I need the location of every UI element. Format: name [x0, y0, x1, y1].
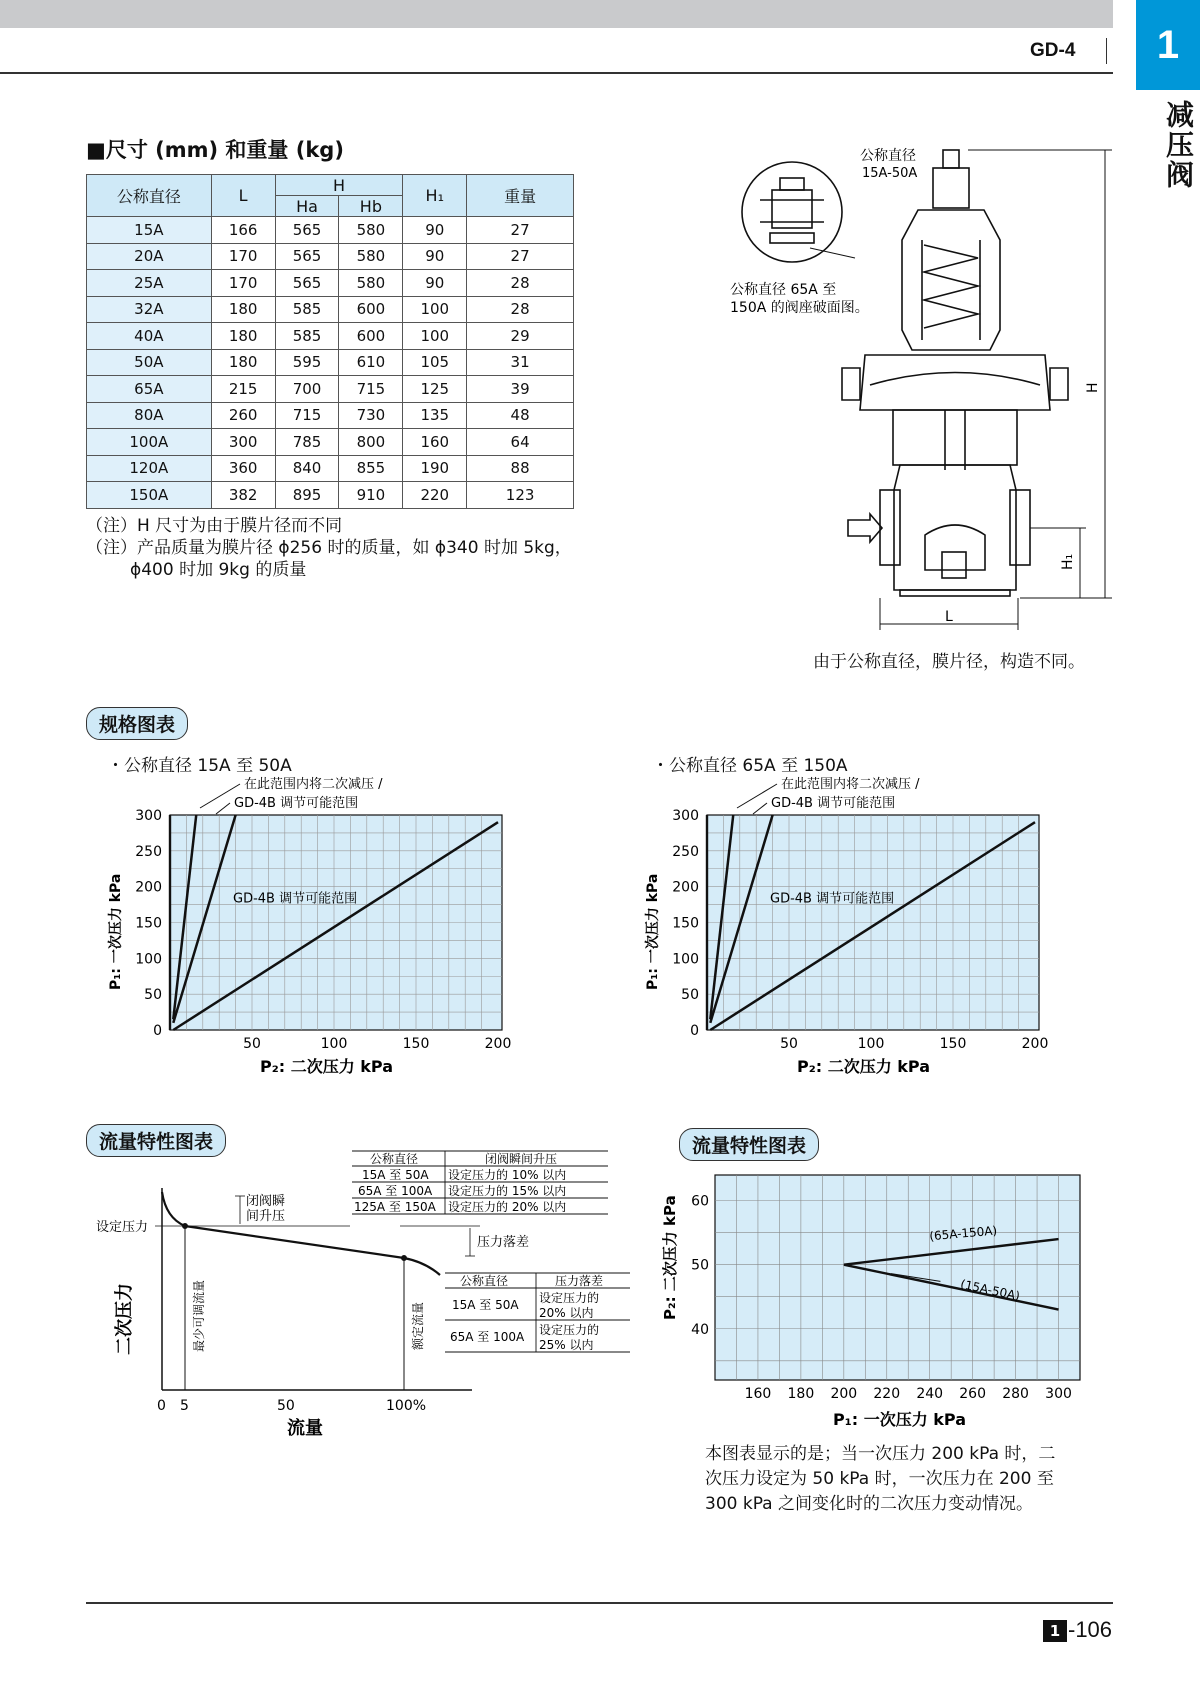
ytick-label: 0 — [690, 1023, 699, 1039]
cell-weight: 28 — [467, 270, 574, 297]
col-L: L — [211, 175, 275, 217]
cell-weight: 48 — [467, 402, 574, 429]
valve-drawing — [730, 140, 1110, 665]
t2-header-drop: 压力落差 — [555, 1274, 604, 1288]
flow-xtick-0: 0 — [157, 1398, 166, 1414]
spec-chart-badge: 规格图表 — [86, 707, 188, 740]
ytick-label: 50 — [144, 987, 162, 1004]
cell-H1: 125 — [403, 376, 467, 403]
cell-Hb: 730 — [339, 402, 403, 429]
cell-size: 40A — [87, 323, 212, 350]
cell-Ha: 585 — [275, 323, 339, 350]
ytick-label: 100 — [135, 951, 162, 968]
cell-weight: 88 — [467, 455, 574, 482]
cell-H1: 100 — [403, 296, 467, 323]
dimension-row — [87, 376, 574, 403]
xtick-label: 200 — [484, 1036, 512, 1052]
t1-r2-val: 设定压力的 15% 以内 — [448, 1184, 567, 1198]
dimension-row — [87, 243, 574, 270]
annotation-line-2: GD-4B 调节可能范围 — [771, 796, 896, 811]
t2-r2-val-2: 25% 以内 — [539, 1338, 594, 1352]
cell-size: 20A — [87, 243, 212, 270]
t2-r1-val-1: 设定压力的 — [539, 1291, 600, 1305]
t1-r3-size: 125A 至 150A — [354, 1200, 436, 1214]
cell-H1: 220 — [403, 482, 467, 509]
xtick-label: 100 — [320, 1036, 348, 1052]
pressure-drop-label: 压力落差 — [477, 1235, 530, 1250]
xtick-label: 200 — [830, 1386, 858, 1402]
ytick-label: 250 — [135, 843, 162, 860]
cell-L: 170 — [211, 243, 275, 270]
drawing-section-label-1: 公称直径 65A 至 — [730, 282, 837, 298]
ytick-label: 0 — [153, 1023, 162, 1039]
cell-size: 150A — [87, 482, 212, 509]
cell-weight: 28 — [467, 296, 574, 323]
ytick-label: 40 — [691, 1321, 709, 1338]
chart-description-line-3: 300 kPa 之间变化时的二次压力变动情况。 — [705, 1494, 1034, 1514]
spec-chart-left — [105, 770, 565, 1080]
cell-L: 215 — [211, 376, 275, 403]
dimension-row — [87, 323, 574, 350]
leader-line — [216, 803, 230, 814]
p2-axis-label: P₂: 二次压力 kPa — [797, 1057, 931, 1076]
p2-axis-label: P₂: 二次压力 kPa — [260, 1057, 394, 1076]
cell-Ha: 895 — [275, 482, 339, 509]
xtick-label: 300 — [1045, 1386, 1072, 1402]
cell-size: 32A — [87, 296, 212, 323]
xtick-label: 50 — [243, 1036, 261, 1052]
t2-r1-size: 15A 至 50A — [452, 1298, 519, 1312]
xtick-label: 280 — [1002, 1386, 1029, 1402]
ytick-label: 300 — [672, 808, 699, 824]
chart-description — [705, 1442, 1055, 1517]
spec-chart-right — [642, 770, 1102, 1080]
cell-Hb: 580 — [339, 270, 403, 297]
flow-xtick-5: 5 — [180, 1398, 189, 1414]
flow-char-diagram — [86, 1145, 646, 1445]
cell-L: 180 — [211, 296, 275, 323]
xtick-label: 150 — [402, 1036, 430, 1052]
page-number: -106 — [1068, 1617, 1113, 1642]
set-pressure-label: 设定压力 — [96, 1220, 149, 1235]
xtick-label: 160 — [744, 1386, 772, 1402]
t1-r3-val: 设定压力的 20% 以内 — [448, 1200, 567, 1214]
header-rule — [0, 72, 1113, 74]
col-H1: H₁ — [403, 175, 467, 217]
ytick-label: 300 — [135, 808, 162, 824]
y-axis-label: P₂: 二次压力 kPa — [661, 1195, 679, 1320]
cell-L: 180 — [211, 349, 275, 376]
t2-header-size: 公称直径 — [460, 1274, 509, 1288]
cell-Hb: 910 — [339, 482, 403, 509]
col-Ha: Ha — [275, 196, 339, 217]
annotation-line-1: 在此范围内将二次减压 / — [244, 777, 383, 792]
ytick-label: 200 — [135, 879, 162, 896]
cell-Hb: 800 — [339, 429, 403, 456]
ytick-label: 200 — [672, 879, 699, 896]
cell-Ha: 715 — [275, 402, 339, 429]
dimension-row — [87, 296, 574, 323]
ytick-label: 250 — [672, 843, 699, 860]
region-label: GD-4B 调节可能范围 — [770, 891, 895, 907]
xtick-label: 100 — [857, 1036, 885, 1052]
ytick-label: 50 — [691, 1257, 709, 1274]
cell-size: 80A — [87, 402, 212, 429]
cell-Ha: 585 — [275, 296, 339, 323]
pressure-variation-chart — [655, 1165, 1115, 1429]
cell-L: 360 — [211, 455, 275, 482]
xtick-label: 50 — [780, 1036, 798, 1052]
header-bar — [0, 0, 1113, 28]
cell-weight: 64 — [467, 429, 574, 456]
cell-size: 120A — [87, 455, 212, 482]
ytick-label: 100 — [672, 951, 699, 968]
spec-chart-right-title: ・公称直径 65A 至 150A — [652, 756, 848, 776]
cell-weight: 27 — [467, 243, 574, 270]
chapter-title: 减压阀 — [1162, 100, 1195, 190]
min-flow-label: 最少可调流量 — [192, 1279, 206, 1352]
footer-chapter: 1 — [1043, 1620, 1067, 1642]
cell-Hb: 610 — [339, 349, 403, 376]
cell-Hb: 855 — [339, 455, 403, 482]
p1-axis-label: P₁: 一次压力 kPa — [108, 873, 124, 990]
dimension-row — [87, 482, 574, 509]
cell-size: 100A — [87, 429, 212, 456]
dimensions-note-3: ϕ400 时加 9kg 的质量 — [130, 560, 307, 580]
t1-header-size: 公称直径 — [370, 1152, 419, 1166]
col-size: 公称直径 — [87, 175, 212, 217]
dimensions-table — [86, 174, 574, 509]
cell-size: 25A — [87, 270, 212, 297]
flow-xlabel: 流量 — [287, 1418, 323, 1439]
cell-Ha: 565 — [275, 217, 339, 244]
cell-Ha: 785 — [275, 429, 339, 456]
cell-H1: 90 — [403, 217, 467, 244]
cell-Ha: 565 — [275, 270, 339, 297]
chart-description-line-1: 本图表显示的是；当一次压力 200 kPa 时，二 — [705, 1444, 1056, 1464]
cell-size: 50A — [87, 349, 212, 376]
xtick-label: 180 — [787, 1386, 815, 1402]
t1-header-rise: 闭阀瞬间升压 — [485, 1152, 558, 1166]
leader-line — [753, 803, 767, 814]
cell-Hb: 580 — [339, 243, 403, 270]
cell-H1: 190 — [403, 455, 467, 482]
xtick-label: 200 — [1021, 1036, 1049, 1052]
flow-xtick-50: 50 — [277, 1398, 295, 1414]
dim-H1-label: H₁ — [1060, 553, 1076, 570]
drawing-size-label: 公称直径 — [860, 148, 916, 164]
cell-Hb: 600 — [339, 323, 403, 350]
drawing-section-label-2: 150A 的阀座破面图。 — [730, 300, 869, 316]
dimension-row — [87, 349, 574, 376]
series-label-15A-50A: (15A-50A) — [959, 1276, 1022, 1304]
cell-H1: 100 — [403, 323, 467, 350]
cell-Hb: 600 — [339, 296, 403, 323]
dimensions-note-2: （注）产品质量为膜片径 ϕ256 时的质量，如 ϕ340 时加 5kg， — [86, 538, 572, 558]
annotation-line-1: 在此范围内将二次减压 / — [781, 777, 920, 792]
cell-weight: 123 — [467, 482, 574, 509]
cell-Ha: 840 — [275, 455, 339, 482]
col-H: H — [275, 175, 403, 196]
cell-Ha: 595 — [275, 349, 339, 376]
dimension-row — [87, 455, 574, 482]
cell-H1: 90 — [403, 270, 467, 297]
cell-weight: 39 — [467, 376, 574, 403]
cell-L: 382 — [211, 482, 275, 509]
dimensions-title: ■尺寸 (mm) 和重量 (kg) — [86, 138, 344, 162]
closing-rise-label-2: 间升压 — [246, 1209, 286, 1224]
dimension-row — [87, 429, 574, 456]
cell-weight: 29 — [467, 323, 574, 350]
cell-L: 300 — [211, 429, 275, 456]
t1-r2-size: 65A 至 100A — [358, 1184, 433, 1198]
dimensions-note-1: （注）H 尺寸为由于膜片径而不同 — [86, 516, 343, 536]
rated-flow-label: 额定流量 — [411, 1301, 425, 1350]
chart-description-line-2: 次压力设定为 50 kPa 时，一次压力在 200 至 — [705, 1469, 1054, 1489]
cell-H1: 105 — [403, 349, 467, 376]
model-number: GD-4 — [1030, 40, 1076, 61]
cell-Hb: 580 — [339, 217, 403, 244]
closing-rise-label-1: 闭阀瞬 — [246, 1194, 286, 1209]
cell-L: 170 — [211, 270, 275, 297]
dimension-row — [87, 217, 574, 244]
cell-L: 180 — [211, 323, 275, 350]
col-Hb: Hb — [339, 196, 403, 217]
t2-r2-val-1: 设定压力的 — [539, 1323, 600, 1337]
cell-H1: 90 — [403, 243, 467, 270]
xtick-label: 220 — [873, 1386, 901, 1402]
drawing-caption: 由于公称直径，膜片径，构造不同。 — [813, 652, 1085, 672]
cell-weight: 27 — [467, 217, 574, 244]
x-axis-label: P₁: 一次压力 kPa — [833, 1410, 967, 1429]
xtick-label: 260 — [959, 1386, 987, 1402]
dimension-row — [87, 270, 574, 297]
spec-chart-left-title: ・公称直径 15A 至 50A — [107, 756, 292, 776]
region-label: GD-4B 调节可能范围 — [233, 891, 358, 907]
t2-r1-val-2: 20% 以内 — [539, 1306, 594, 1320]
cell-L: 260 — [211, 402, 275, 429]
flow-xtick-100: 100% — [386, 1398, 427, 1414]
t1-r1-size: 15A 至 50A — [362, 1168, 429, 1182]
dim-H-label: H — [1085, 382, 1101, 393]
ytick-label: 150 — [672, 915, 699, 932]
footer-rule — [86, 1602, 1113, 1604]
cell-weight: 31 — [467, 349, 574, 376]
flow-char-badge: 流量特性图表 — [86, 1124, 226, 1157]
ytick-label: 50 — [681, 987, 699, 1004]
plot-area — [715, 1175, 1080, 1380]
header-divider — [1106, 38, 1107, 64]
seat-detail-circle — [742, 162, 842, 262]
cell-size: 65A — [87, 376, 212, 403]
annotation-line-2: GD-4B 调节可能范围 — [234, 796, 359, 811]
t1-r1-val: 设定压力的 10% 以内 — [448, 1168, 567, 1182]
cell-Ha: 565 — [275, 243, 339, 270]
xtick-label: 150 — [939, 1036, 967, 1052]
xtick-label: 240 — [916, 1386, 944, 1402]
series-label-65A-150A: (65A-150A) — [928, 1223, 998, 1244]
ytick-label: 150 — [135, 915, 162, 932]
t2-r2-size: 65A 至 100A — [450, 1330, 525, 1344]
col-weight: 重量 — [467, 175, 574, 217]
cell-size: 15A — [87, 217, 212, 244]
cell-Hb: 715 — [339, 376, 403, 403]
drawing-size-range: 15A-50A — [862, 166, 918, 181]
cell-Ha: 700 — [275, 376, 339, 403]
pressure-chart-badge: 流量特性图表 — [679, 1128, 819, 1161]
cell-L: 166 — [211, 217, 275, 244]
chapter-number-tab: 1 — [1136, 0, 1200, 90]
dimension-row — [87, 402, 574, 429]
ytick-label: 60 — [691, 1193, 709, 1210]
cell-H1: 160 — [403, 429, 467, 456]
dim-L-label: L — [945, 609, 953, 625]
cell-H1: 135 — [403, 402, 467, 429]
p1-axis-label: P₁: 一次压力 kPa — [645, 873, 661, 990]
flow-ylabel: 二次压力 — [114, 1283, 135, 1355]
